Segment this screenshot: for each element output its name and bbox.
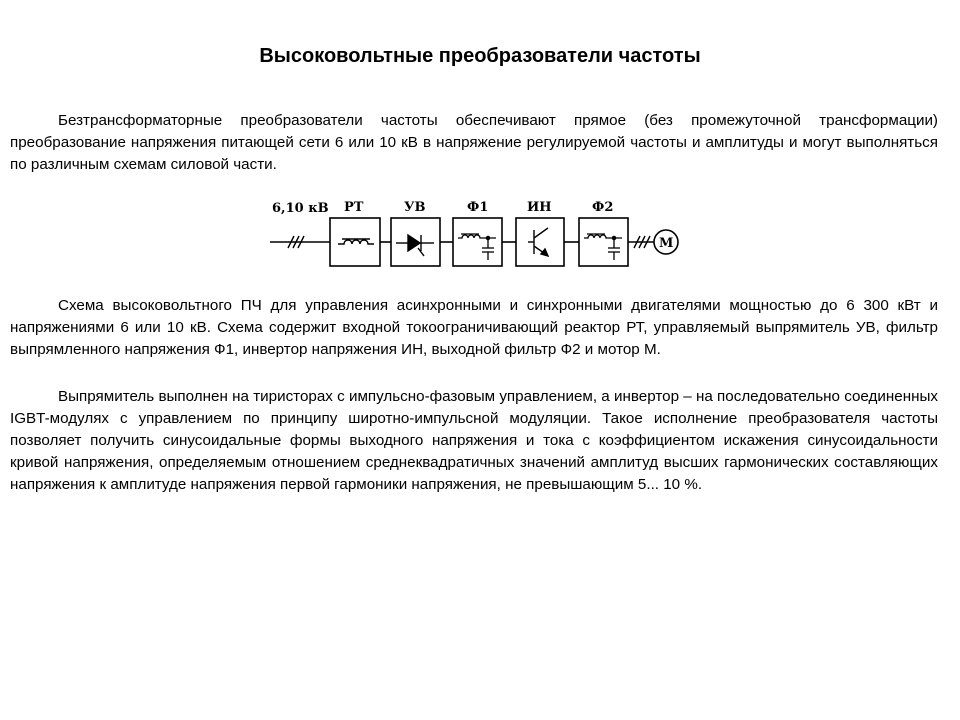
circuit-diagram <box>268 190 698 286</box>
block-label-f2: Ф2 <box>592 200 614 215</box>
block-label-rt: РТ <box>344 200 364 215</box>
motor-label: M <box>659 236 674 251</box>
intro-paragraph: Безтрансформаторные преобразователи частоты обеспечивают прямое (без промежуточной трансформации) преобразование напряжения питающей сети 6 или 10 кВ в напряжение регулируемой частоты и амплитуды и могут выполняться по различным схемам силовой части. <box>10 112 938 173</box>
inverter-block <box>516 218 564 266</box>
filter-2-block <box>579 218 628 266</box>
schema-description-paragraph: Схема высоковольтного ПЧ для управления асинхронными и синхронными двигателями мощностью до 6 300 кВт и напряжениями 6 или 10 кВ. Схема содержит входной токоограничивающий реактор РТ, управляемый выпрямитель УВ, фильтр выпрямленного напряжения Ф1, инвертор напряжения ИН, выходной фильтр Ф2 и мотор М. <box>10 297 938 358</box>
block-label-uv: УВ <box>404 200 426 215</box>
block-label-f1: Ф1 <box>467 200 489 215</box>
rectifier-inverter-paragraph: Выпрямитель выполнен на тиристорах с импульсно-фазовым управлением, а инвертор – на последовательно соединенных IGBT-модулях с управлением по принципу широтно-импульсной модуляции. Такое исполнение преобразователя частоты позволяет получить синусоидальные формы выходного напряжения и тока с коэффициентом искажения синусоидальности кривой напряжения, определяемым отношением среднеквадратичных значений амплитуд высших гармонических составляющих напряжения к амплитуде напряжения первой гармоники напряжения, не превышающим 5... 10 %. <box>10 388 938 493</box>
input-voltage-label: 6,10 кВ <box>272 201 329 216</box>
three-phase-output-icon <box>634 236 650 248</box>
filter-1-block <box>453 218 502 266</box>
reactor-block <box>330 218 380 266</box>
three-phase-input-icon <box>288 236 304 248</box>
block-label-in: ИН <box>527 200 552 215</box>
slide-title: Высоковольтные преобразователи частоты <box>259 45 701 67</box>
